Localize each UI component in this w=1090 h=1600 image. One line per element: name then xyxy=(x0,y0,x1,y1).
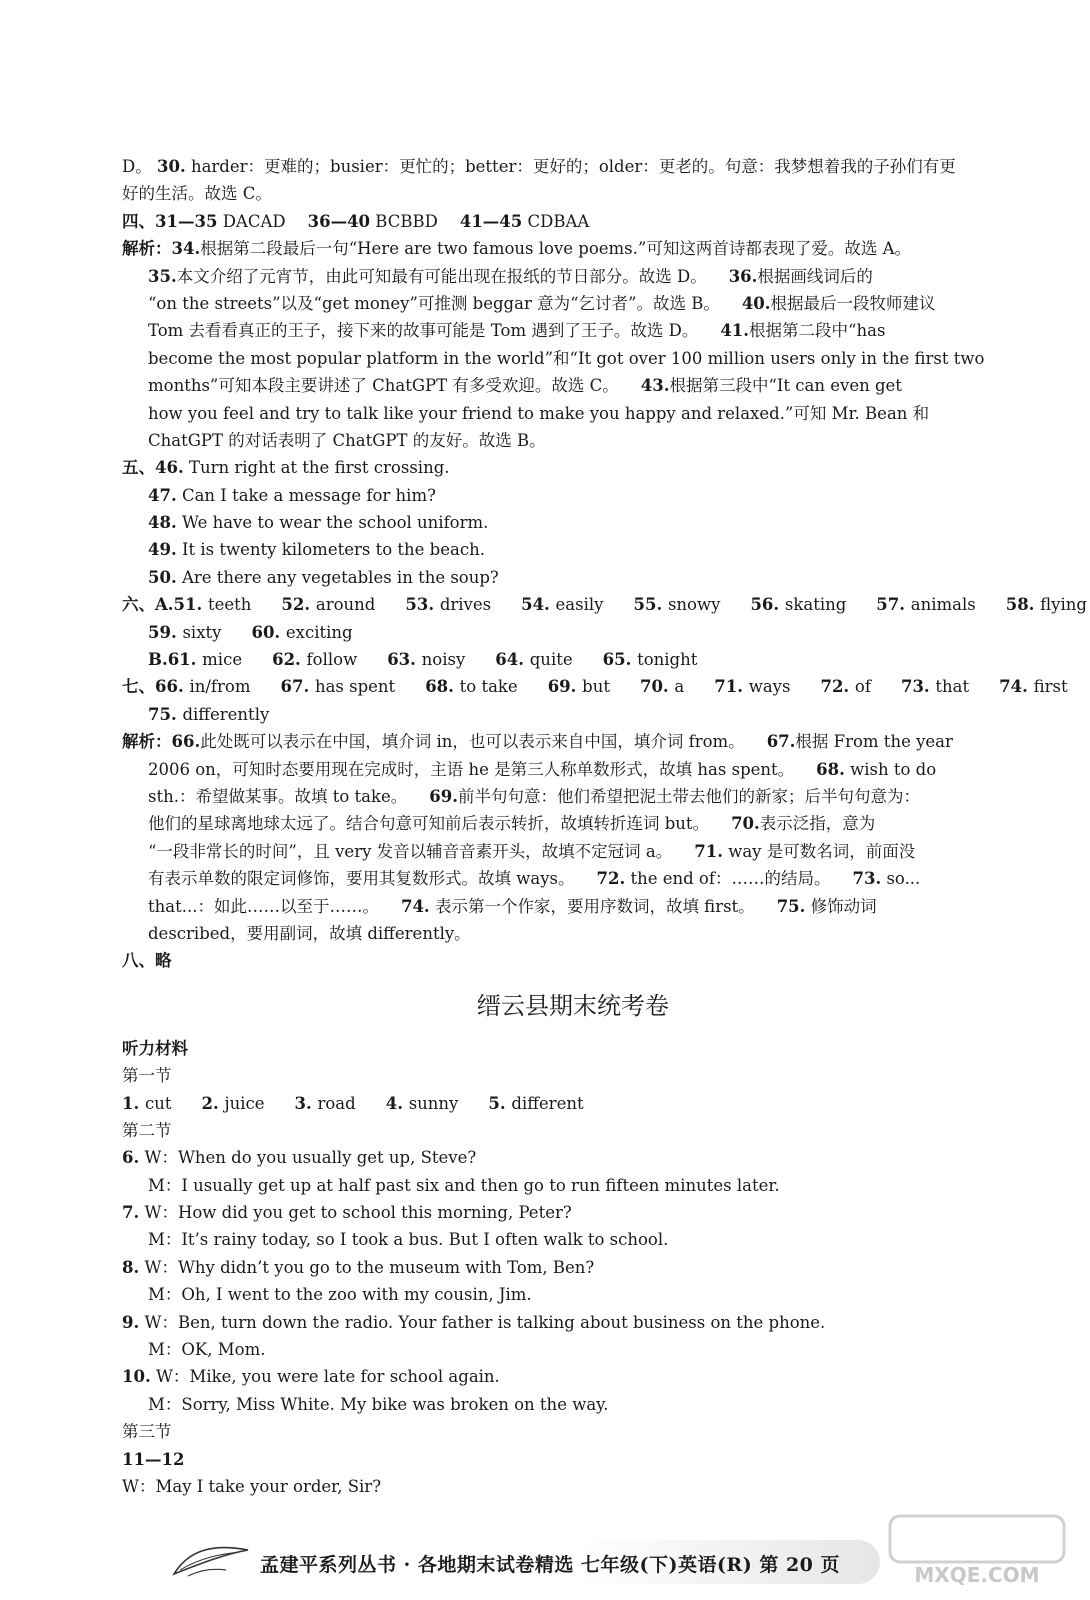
text-line: 他们的星球离地球太远了。结合句意可知前后表示转折，故填转折连词 but。 70.表示泛指，意为 xyxy=(148,814,876,834)
item-number: 59. xyxy=(148,622,183,642)
answer-word: noisy xyxy=(421,650,466,670)
answer-word: different xyxy=(511,1093,584,1113)
word-list-line xyxy=(122,701,984,728)
dialogue-line: 10. W：Mike, you were late for school again. xyxy=(122,1367,500,1387)
answer-word: to take xyxy=(459,677,518,697)
dialogue-line: 6. W：When do you usually get up, Steve? xyxy=(122,1148,477,1168)
answer-word: sunny xyxy=(408,1093,459,1113)
dialogue-line: M：It’s rainy today, so I took a bus. But I often walk to school. xyxy=(148,1230,669,1250)
text-line: that...：如此……以至于……。 74. 表示第一个作家，要用序数词，故填 first。 75. 修饰动词 xyxy=(148,896,877,916)
item-number: 56. xyxy=(750,595,785,615)
answer-word: has spent xyxy=(314,677,396,697)
answer-word: in/from xyxy=(189,677,251,697)
item-number: 71. xyxy=(714,677,749,697)
section-four-answers: 四、31—35 DACAD 36—40 BCBBD 41—45 CDBAA xyxy=(122,211,590,231)
answer-word: road xyxy=(317,1093,356,1113)
answer-word: follow xyxy=(306,650,358,670)
item-number: 54. xyxy=(521,595,556,615)
dialogue-line: W：May I take your order, Sir? xyxy=(122,1476,382,1496)
text-line: become the most popular platform in the world”和“It got over 100 million users only in the first two xyxy=(148,348,985,368)
text-line: 解析：66.此处既可以表示在中国，填介词 in，也可以表示来自中国，填介词 from。 67.根据 From the year xyxy=(122,732,953,752)
answer-word: first xyxy=(1033,677,1068,697)
item-number: 61. xyxy=(167,650,203,670)
text-line: 48. We have to wear the school uniform. xyxy=(148,513,489,533)
heading-part-one: 第一节 xyxy=(122,1066,172,1086)
answer-word: tonight xyxy=(637,650,698,670)
answer-word: that xyxy=(935,677,970,697)
text-line: 有表示单数的限定词修饰，要用其复数形式。故填 ways。 72. the end of：……的结局。 73. so... xyxy=(148,869,921,889)
text-line: Tom 去看看真正的王子，接下来的故事可能是 Tom 遇到了王子。故选 D。 41.根据第二段中“has xyxy=(148,321,886,341)
answer-word: differently xyxy=(182,704,270,724)
text-line: described，要用副词，故填 differently。 xyxy=(148,923,471,943)
dialogue-line: 9. W：Ben, turn down the radio. Your father is talking about business on the phone. xyxy=(122,1312,826,1332)
answer-word: of xyxy=(854,677,871,697)
text-line: 八、略 xyxy=(122,951,172,971)
answer-word: cut xyxy=(144,1093,172,1113)
answer-word: around xyxy=(315,595,376,615)
answer-word: teeth xyxy=(208,595,252,615)
answer-word: sixty xyxy=(182,622,222,642)
text-line: ChatGPT 的对话表明了 ChatGPT 的友好。故选 B。 xyxy=(148,430,546,450)
answer-word: juice xyxy=(224,1093,265,1113)
item-number: 51. xyxy=(173,595,208,615)
item-number: 66. xyxy=(155,677,190,697)
item-number: 73. xyxy=(900,677,936,697)
text-line: 47. Can I take a message for him? xyxy=(148,485,436,505)
section-label: 七、 xyxy=(122,677,155,697)
answer-word: animals xyxy=(910,595,976,615)
item-number: 70. xyxy=(639,677,675,697)
item-number: 75. xyxy=(148,704,183,724)
page-footer xyxy=(170,1546,930,1580)
item-number: 65. xyxy=(602,650,638,670)
dialogue-line: M：I usually get up at half past six and then go to run fifteen minutes later. xyxy=(148,1175,780,1195)
item-number: 58. xyxy=(1005,595,1041,615)
text-line: “on the streets”以及“get money”可推测 beggar 意为“乞讨者”。故选 B。 40.根据最后一段牧师建议 xyxy=(148,293,936,313)
watermark-logo-icon xyxy=(882,1510,1072,1590)
answer-word: quite xyxy=(529,650,573,670)
text-line: “一段非常长的时间”，且 very 发音以辅音音素开头，故填不定冠词 a。 71. way 是可数名词，前面没 xyxy=(148,841,916,861)
text-line: 49. It is twenty kilometers to the beach. xyxy=(148,540,485,560)
item-number: 3. xyxy=(294,1093,318,1113)
text-line: sth.：希望做某事。故填 to take。 69.前半句句意：他们希望把泥土带去他们的新家；后半句句意为： xyxy=(148,786,920,806)
item-number: 60. xyxy=(251,622,286,642)
item-number: 64. xyxy=(495,650,530,670)
section-label: 六、A. xyxy=(122,595,174,615)
item-number: 74. xyxy=(999,677,1034,697)
answer-word: easily xyxy=(555,595,604,615)
text-line: 2006 on，可知时态要用现在完成时，主语 he 是第三人称单数形式，故填 has spent。 68. wish to do xyxy=(148,759,937,779)
dialogue-line: M：OK, Mom. xyxy=(148,1340,266,1360)
item-number: 53. xyxy=(405,595,440,615)
text-line: months”可知本段主要讲述了 ChatGPT 有多受欢迎。故选 C。 43.根据第三段中“It can even get xyxy=(148,376,902,396)
heading-listening: 听力材料 xyxy=(122,1038,188,1058)
answer-word: mice xyxy=(202,650,243,670)
item-number: 57. xyxy=(876,595,911,615)
dialogue-line: 8. W：Why didn’t you go to the museum with Tom, Ben? xyxy=(122,1257,595,1277)
item-number: 1. xyxy=(122,1093,145,1113)
item-number: 69. xyxy=(547,677,583,697)
item-number: 4. xyxy=(385,1093,409,1113)
word-list-line xyxy=(122,1090,984,1117)
dialogue-line: 7. W：How did you get to school this morning, Peter? xyxy=(122,1203,572,1223)
item-number: 52. xyxy=(281,595,316,615)
word-list-line xyxy=(122,619,984,646)
answer-content xyxy=(122,153,1087,1500)
item-number: 62. xyxy=(272,650,307,670)
text-line: 五、46. Turn right at the first crossing. xyxy=(122,458,450,478)
question-range: 11—12 xyxy=(122,1449,185,1469)
item-number: 55. xyxy=(633,595,668,615)
answer-word: skating xyxy=(784,595,847,615)
answer-word: ways xyxy=(748,677,791,697)
answer-word: exciting xyxy=(285,622,353,642)
item-number: 63. xyxy=(387,650,422,670)
text-line: 50. Are there any vegetables in the soup? xyxy=(148,567,499,587)
dialogue-line: M：Sorry, Miss White. My bike was broken on the way. xyxy=(148,1394,609,1414)
text-line: how you feel and try to talk like your friend to make you happy and relaxed.”可知 Mr. Bean 和 xyxy=(148,403,930,423)
item-number: 2. xyxy=(201,1093,225,1113)
section-label: B. xyxy=(148,650,168,670)
word-list-line xyxy=(122,673,1068,700)
dialogue-line: M：Oh, I went to the zoo with my cousin, Jim. xyxy=(148,1285,532,1305)
word-list-line xyxy=(122,646,984,673)
item-number: 72. xyxy=(820,677,855,697)
answer-word: drives xyxy=(439,595,492,615)
footer-text: 孟建平系列丛书 · 各地期末试卷精选 七年级(下)英语(R) 第 20 页 xyxy=(260,1553,840,1576)
text-line: D。 30. harder：更难的；busier：更忙的；better：更好的；older：更老的。句意：我梦想着我的子孙们有更 xyxy=(122,157,956,176)
text-line: 解析：34.根据第二段最后一句“Here are two famous love poems.”可知这两首诗都表现了爱。故选 A。 xyxy=(122,239,911,259)
answer-word: snowy xyxy=(667,595,721,615)
word-list-line xyxy=(122,591,1087,618)
heading-part-three: 第三节 xyxy=(122,1422,172,1442)
item-number: 5. xyxy=(488,1093,512,1113)
answer-word: a xyxy=(674,677,685,697)
heading-part-two: 第二节 xyxy=(122,1120,172,1140)
watermark-text: MXQE.COM xyxy=(914,1563,1040,1587)
text-line: 好的生活。故选 C。 xyxy=(122,184,272,204)
answer-word: flying xyxy=(1040,595,1087,615)
item-number: 68. xyxy=(425,677,460,697)
section-title: 缙云县期末统考卷 xyxy=(477,991,669,1020)
item-number: 67. xyxy=(280,677,315,697)
text-line: 35.本文介绍了元宵节，由此可知最有可能出现在报纸的节日部分。故选 D。 36.根据画线词后的 xyxy=(148,266,873,286)
answer-word: but xyxy=(582,677,610,697)
